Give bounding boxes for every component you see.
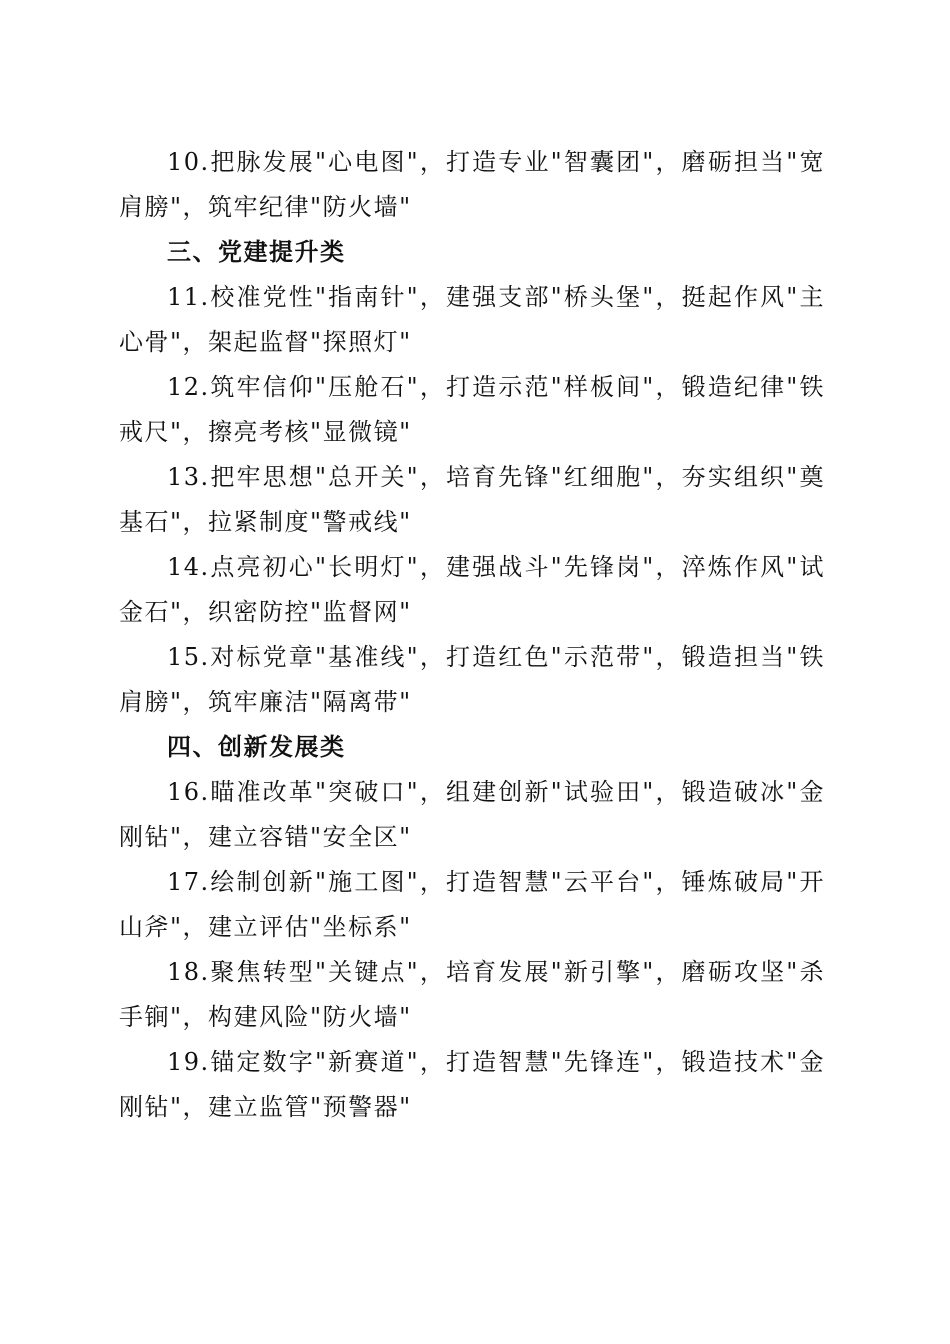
- section-heading-3: 三、党建提升类: [167, 238, 346, 266]
- list-item-19: 19.锚定数字"新赛道"，打造智慧"先锋连"，锻造技术"金刚钻"，建立监管"预警器": [119, 1048, 825, 1121]
- list-item-18: 18.聚焦转型"关键点"，培育发展"新引擎"，磨砺攻坚"杀手锏"，构建风险"防火墙": [119, 958, 825, 1031]
- list-item-16: 16.瞄准改革"突破口"，组建创新"试验田"，锻造破冰"金刚钻"，建立容错"安全区": [119, 778, 825, 851]
- list-item-10: 10.把脉发展"心电图"，打造专业"智囊团"，磨砺担当"宽肩膀"，筑牢纪律"防火墙": [119, 148, 825, 221]
- section-heading-4: 四、创新发展类: [167, 733, 346, 761]
- document-body: [119, 140, 825, 1130]
- list-item-14: 14.点亮初心"长明灯"，建强战斗"先锋岗"，淬炼作风"试金石"，织密防控"监督网": [119, 553, 825, 626]
- list-item-17: 17.绘制创新"施工图"，打造智慧"云平台"，锤炼破局"开山斧"，建立评估"坐标系": [119, 868, 825, 941]
- list-item-15: 15.对标党章"基准线"，打造红色"示范带"，锻造担当"铁肩膀"，筑牢廉洁"隔离带": [119, 643, 825, 716]
- list-item-11: 11.校准党性"指南针"，建强支部"桥头堡"，挺起作风"主心骨"，架起监督"探照灯": [119, 283, 825, 356]
- list-item-13: 13.把牢思想"总开关"，培育先锋"红细胞"，夯实组织"奠基石"，拉紧制度"警戒线": [119, 463, 825, 536]
- list-item-12: 12.筑牢信仰"压舱石"，打造示范"样板间"，锻造纪律"铁戒尺"，擦亮考核"显微镜": [119, 373, 825, 446]
